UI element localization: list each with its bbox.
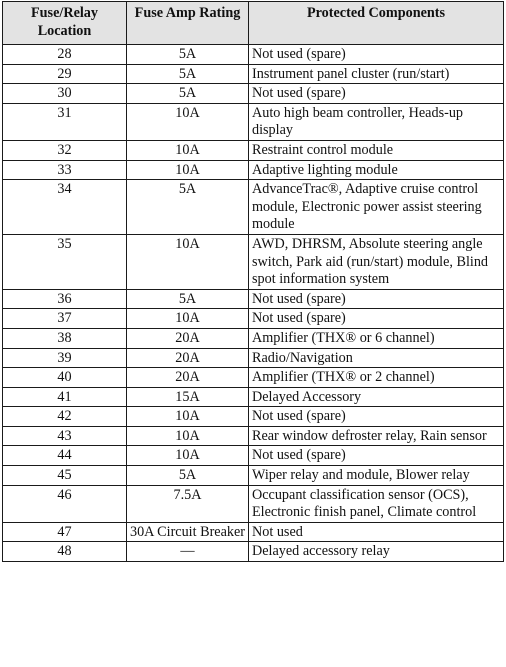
- fuse-rating-cell: 7.5A: [127, 485, 249, 522]
- fuse-rating-cell: 10A: [127, 140, 249, 160]
- fuse-relay-table: [2, 1, 504, 562]
- table-row: [3, 426, 504, 446]
- fuse-location-cell: 40: [3, 368, 127, 388]
- fuse-location-cell: 43: [3, 426, 127, 446]
- table-row: [3, 328, 504, 348]
- fuse-location-cell: 34: [3, 180, 127, 235]
- protected-components-cell: Auto high beam controller, Heads-up display: [249, 103, 504, 140]
- fuse-location-cell: 45: [3, 466, 127, 486]
- protected-components-cell: Adaptive lighting module: [249, 160, 504, 180]
- header-location: Fuse/Relay Location: [3, 2, 127, 45]
- table-body: [3, 45, 504, 562]
- table-row: [3, 84, 504, 104]
- table-row: [3, 368, 504, 388]
- fuse-location-cell: 38: [3, 328, 127, 348]
- protected-components-cell: Occupant classification sensor (OCS), Electronic finish panel, Climate control: [249, 485, 504, 522]
- fuse-rating-cell: 30A Circuit Breaker: [127, 522, 249, 542]
- protected-components-cell: Amplifier (THX® or 6 channel): [249, 328, 504, 348]
- fuse-rating-cell: 10A: [127, 407, 249, 427]
- fuse-rating-cell: 10A: [127, 446, 249, 466]
- table-row: [3, 446, 504, 466]
- fuse-rating-cell: 5A: [127, 466, 249, 486]
- table-row: [3, 289, 504, 309]
- table-header-row: [3, 2, 504, 45]
- fuse-rating-cell: 10A: [127, 103, 249, 140]
- fuse-rating-cell: 5A: [127, 64, 249, 84]
- table-row: [3, 103, 504, 140]
- fuse-location-cell: 37: [3, 309, 127, 329]
- fuse-location-cell: 42: [3, 407, 127, 427]
- fuse-location-cell: 44: [3, 446, 127, 466]
- fuse-rating-cell: 5A: [127, 84, 249, 104]
- protected-components-cell: Wiper relay and module, Blower relay: [249, 466, 504, 486]
- protected-components-cell: Restraint control module: [249, 140, 504, 160]
- fuse-rating-cell: 10A: [127, 234, 249, 289]
- fuse-rating-cell: 5A: [127, 45, 249, 65]
- table-row: [3, 180, 504, 235]
- table-row: [3, 348, 504, 368]
- fuse-location-cell: 28: [3, 45, 127, 65]
- protected-components-cell: Not used (spare): [249, 309, 504, 329]
- fuse-rating-cell: 5A: [127, 289, 249, 309]
- table-row: [3, 387, 504, 407]
- fuse-location-cell: 46: [3, 485, 127, 522]
- fuse-location-cell: 30: [3, 84, 127, 104]
- fuse-location-cell: 36: [3, 289, 127, 309]
- fuse-rating-cell: 20A: [127, 368, 249, 388]
- fuse-location-cell: 48: [3, 542, 127, 562]
- fuse-location-cell: 41: [3, 387, 127, 407]
- protected-components-cell: Amplifier (THX® or 2 channel): [249, 368, 504, 388]
- fuse-location-cell: 32: [3, 140, 127, 160]
- protected-components-cell: Not used (spare): [249, 446, 504, 466]
- table-row: [3, 522, 504, 542]
- header-rating: Fuse Amp Rating: [127, 2, 249, 45]
- fuse-rating-cell: 15A: [127, 387, 249, 407]
- fuse-rating-cell: 5A: [127, 180, 249, 235]
- protected-components-cell: AWD, DHRSM, Absolute steering angle switch, Park aid (run/start) module, Blind spot information system: [249, 234, 504, 289]
- protected-components-cell: Not used (spare): [249, 45, 504, 65]
- fuse-rating-cell: —: [127, 542, 249, 562]
- table-row: [3, 542, 504, 562]
- fuse-rating-cell: 10A: [127, 160, 249, 180]
- fuse-location-cell: 35: [3, 234, 127, 289]
- protected-components-cell: AdvanceTrac®, Adaptive cruise control module, Electronic power assist steering module: [249, 180, 504, 235]
- protected-components-cell: Radio/Navigation: [249, 348, 504, 368]
- protected-components-cell: Rear window defroster relay, Rain sensor: [249, 426, 504, 446]
- fuse-location-cell: 29: [3, 64, 127, 84]
- table-row: [3, 234, 504, 289]
- fuse-location-cell: 33: [3, 160, 127, 180]
- fuse-rating-cell: 20A: [127, 348, 249, 368]
- protected-components-cell: Instrument panel cluster (run/start): [249, 64, 504, 84]
- table-row: [3, 407, 504, 427]
- table-row: [3, 466, 504, 486]
- table-row: [3, 160, 504, 180]
- fuse-location-cell: 39: [3, 348, 127, 368]
- table-row: [3, 140, 504, 160]
- protected-components-cell: Delayed Accessory: [249, 387, 504, 407]
- protected-components-cell: Not used (spare): [249, 289, 504, 309]
- fuse-location-cell: 31: [3, 103, 127, 140]
- protected-components-cell: Delayed accessory relay: [249, 542, 504, 562]
- fuse-location-cell: 47: [3, 522, 127, 542]
- header-components: Protected Components: [249, 2, 504, 45]
- table-row: [3, 45, 504, 65]
- protected-components-cell: Not used: [249, 522, 504, 542]
- table-row: [3, 64, 504, 84]
- table-row: [3, 309, 504, 329]
- protected-components-cell: Not used (spare): [249, 407, 504, 427]
- fuse-rating-cell: 10A: [127, 426, 249, 446]
- protected-components-cell: Not used (spare): [249, 84, 504, 104]
- fuse-rating-cell: 10A: [127, 309, 249, 329]
- table-row: [3, 485, 504, 522]
- fuse-rating-cell: 20A: [127, 328, 249, 348]
